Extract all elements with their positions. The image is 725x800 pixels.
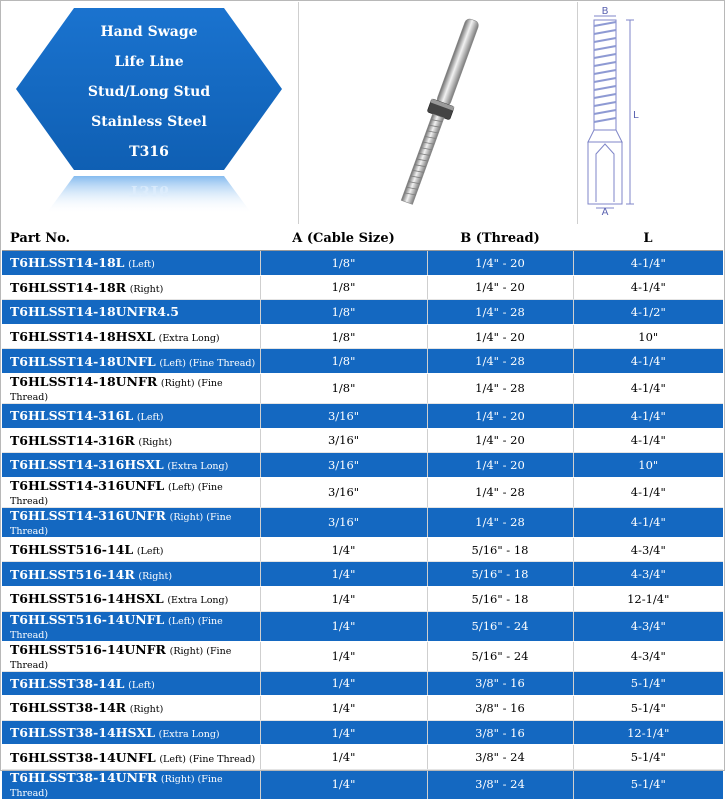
length-cell: 4-3/4" [573, 611, 723, 641]
part-number: T6HLSST14-18R [10, 279, 127, 295]
table-row [2, 428, 723, 453]
cable-size-cell: 1/8" [260, 275, 427, 300]
thread-cell: 1/4" - 20 [427, 403, 573, 428]
thread-cell: 1/4" - 20 [427, 251, 573, 276]
length-cell: 5-1/4" [573, 671, 723, 696]
thread-cell: 5/16" - 24 [427, 611, 573, 641]
length-cell: 5-1/4" [573, 696, 723, 721]
length-cell: 10" [573, 453, 723, 478]
part-number: T6HLSST38-14UNFR [10, 769, 158, 785]
title-line-2: Life Line [114, 54, 184, 70]
table-row [2, 769, 723, 799]
part-note: (Right) [138, 570, 173, 582]
part-number-cell [2, 477, 260, 507]
cable-size-cell: 1/4" [260, 720, 427, 745]
column-header-thread: B (Thread) [427, 227, 573, 251]
length-cell: 12-1/4" [573, 586, 723, 611]
table-row [2, 745, 723, 770]
part-note: (Left) [136, 546, 164, 558]
part-number-cell [2, 586, 260, 611]
part-number: T6HLSST38-14HSXL [10, 725, 155, 741]
length-cell: 4-1/4" [573, 403, 723, 428]
part-number-cell [2, 453, 260, 478]
part-number: T6HLSST14-316R [10, 432, 135, 448]
part-number: T6HLSST516-14HSXL [10, 591, 164, 607]
part-number-cell [2, 373, 260, 403]
part-number-cell [2, 671, 260, 696]
title-badge [2, 2, 296, 224]
thread-cell: 1/4" - 28 [427, 507, 573, 537]
title-line-5: T316 [129, 144, 169, 160]
thread-cell: 1/4" - 28 [427, 349, 573, 374]
table-row [2, 537, 723, 562]
thread-cell: 1/4" - 20 [427, 324, 573, 349]
table-row [2, 300, 723, 325]
thread-cell: 3/8" - 24 [427, 769, 573, 799]
column-header-part-no: Part No. [2, 227, 260, 251]
length-cell: 4-1/4" [573, 373, 723, 403]
dimension-a-label: A [601, 207, 609, 218]
length-cell: 4-1/2" [573, 300, 723, 325]
cable-size-cell: 1/8" [260, 373, 427, 403]
swage-stud-image [299, 2, 577, 224]
parts-spec-table [2, 227, 723, 800]
cable-size-cell: 3/16" [260, 477, 427, 507]
column-header-length: L [573, 227, 723, 251]
part-number: T6HLSST38-14R [10, 700, 127, 716]
length-cell: 4-3/4" [573, 641, 723, 671]
part-number: T6HLSST14-18UNFR4.5 [10, 304, 179, 320]
cable-size-cell: 1/4" [260, 769, 427, 799]
part-note: (Right) (Fine Thread) [10, 773, 223, 799]
part-note: (Left) (Fine Thread) [159, 753, 256, 765]
part-number-cell [2, 251, 260, 276]
cable-size-cell: 1/4" [260, 696, 427, 721]
length-cell: 4-1/4" [573, 507, 723, 537]
cable-size-cell: 1/4" [260, 745, 427, 770]
stud-dimension-drawing [578, 2, 723, 224]
dimension-b-label: B [601, 6, 609, 17]
length-cell: 4-3/4" [573, 537, 723, 562]
thread-cell: 3/8" - 16 [427, 671, 573, 696]
part-note: (Extra Long) [167, 461, 229, 473]
cable-size-cell: 1/8" [260, 300, 427, 325]
part-note: (Right) [129, 283, 164, 295]
part-number-cell [2, 537, 260, 562]
thread-cell: 1/4" - 28 [427, 373, 573, 403]
table-row [2, 641, 723, 671]
cable-size-cell: 3/16" [260, 403, 427, 428]
table-row [2, 611, 723, 641]
table-row [2, 275, 723, 300]
length-cell: 10" [573, 324, 723, 349]
part-number-cell [2, 769, 260, 799]
table-row [2, 696, 723, 721]
title-reflection: T316 [129, 182, 169, 198]
length-cell: 12-1/4" [573, 720, 723, 745]
part-number: T6HLSST38-14L [10, 675, 125, 691]
table-row [2, 453, 723, 478]
part-number: T6HLSST14-316UNFL [10, 477, 165, 493]
thread-cell: 3/8" - 16 [427, 720, 573, 745]
thread-cell: 5/16" - 18 [427, 537, 573, 562]
thread-cell: 5/16" - 18 [427, 586, 573, 611]
part-number: T6HLSST516-14UNFL [10, 611, 165, 627]
length-cell: 5-1/4" [573, 769, 723, 799]
cable-size-cell: 1/4" [260, 562, 427, 587]
title-line-3: Stud/Long Stud [87, 84, 211, 100]
part-note: (Left) [136, 412, 164, 424]
length-cell: 4-1/4" [573, 251, 723, 276]
length-cell: 4-1/4" [573, 349, 723, 374]
cable-size-cell: 1/8" [260, 324, 427, 349]
table-row [2, 562, 723, 587]
length-cell: 4-3/4" [573, 562, 723, 587]
table-row [2, 251, 723, 276]
part-note: (Extra Long) [158, 333, 220, 345]
part-number: T6HLSST516-14L [10, 542, 134, 558]
thread-cell: 3/8" - 24 [427, 745, 573, 770]
title-line-4: Stainless Steel [91, 114, 207, 130]
table-row [2, 373, 723, 403]
cable-size-cell: 1/4" [260, 537, 427, 562]
thread-cell: 3/8" - 16 [427, 696, 573, 721]
column-header-cable-size: A (Cable Size) [260, 227, 427, 251]
part-number-cell [2, 300, 260, 325]
part-number: T6HLSST38-14UNFL [10, 749, 156, 765]
cable-size-cell: 1/8" [260, 349, 427, 374]
part-number: T6HLSST14-316L [10, 408, 134, 424]
product-title [2, 17, 296, 167]
part-note: (Right) (Fine Thread) [10, 645, 232, 671]
cable-size-cell: 3/16" [260, 428, 427, 453]
table-row [2, 477, 723, 507]
cable-size-cell: 1/4" [260, 671, 427, 696]
table-row [2, 586, 723, 611]
part-number-cell [2, 745, 260, 770]
length-cell: 5-1/4" [573, 745, 723, 770]
thread-cell: 5/16" - 18 [427, 562, 573, 587]
thread-cell: 1/4" - 28 [427, 300, 573, 325]
thread-cell: 5/16" - 24 [427, 641, 573, 671]
part-number: T6HLSST516-14R [10, 566, 135, 582]
part-number-cell [2, 611, 260, 641]
part-note: (Left) (Fine Thread) [159, 357, 256, 369]
part-number: T6HLSST14-18UNFL [10, 353, 156, 369]
part-number: T6HLSST14-18L [10, 255, 125, 271]
thread-cell: 1/4" - 20 [427, 453, 573, 478]
part-number: T6HLSST14-316UNFR [10, 507, 166, 523]
length-cell: 4-1/4" [573, 428, 723, 453]
cable-size-cell: 1/8" [260, 251, 427, 276]
part-number-cell [2, 720, 260, 745]
part-number-cell [2, 275, 260, 300]
part-number-cell [2, 324, 260, 349]
table-row [2, 507, 723, 537]
part-note: (Left) (Fine Thread) [10, 481, 223, 507]
part-note: (Right) [129, 704, 164, 716]
part-number: T6HLSST14-18HSXL [10, 329, 155, 345]
part-number-cell [2, 562, 260, 587]
table-header-row [2, 227, 723, 251]
table-row [2, 324, 723, 349]
part-note: (Right) (Fine Thread) [10, 377, 223, 403]
part-number-cell [2, 641, 260, 671]
cable-size-cell: 1/4" [260, 641, 427, 671]
part-note: (Right) (Fine Thread) [10, 511, 232, 537]
part-note: (Left) [128, 679, 155, 691]
table-row [2, 671, 723, 696]
cable-size-cell: 1/4" [260, 586, 427, 611]
part-note: (Extra Long) [158, 729, 220, 741]
cable-size-cell: 3/16" [260, 453, 427, 478]
title-line-1: Hand Swage [100, 24, 198, 40]
part-note: (Right) [138, 436, 173, 448]
part-number: T6HLSST14-18UNFR [10, 373, 158, 389]
part-number: T6HLSST516-14UNFR [10, 641, 166, 657]
table-row [2, 403, 723, 428]
part-number-cell [2, 403, 260, 428]
part-note: (Left) (Fine Thread) [10, 615, 223, 641]
thread-cell: 1/4" - 20 [427, 275, 573, 300]
product-photo [298, 2, 578, 224]
part-number-cell [2, 349, 260, 374]
cable-size-cell: 3/16" [260, 507, 427, 537]
table-row [2, 720, 723, 745]
part-number: T6HLSST14-316HSXL [10, 457, 164, 473]
part-number-cell [2, 696, 260, 721]
product-header [2, 2, 723, 224]
part-number-cell [2, 507, 260, 537]
dimension-l-label: L [633, 110, 639, 121]
thread-cell: 1/4" - 20 [427, 428, 573, 453]
dimension-diagram [578, 2, 723, 224]
table-row [2, 349, 723, 374]
length-cell: 4-1/4" [573, 275, 723, 300]
part-note: (Left) [128, 259, 155, 271]
thread-cell: 1/4" - 28 [427, 477, 573, 507]
cable-size-cell: 1/4" [260, 611, 427, 641]
length-cell: 4-1/4" [573, 477, 723, 507]
part-number-cell [2, 428, 260, 453]
part-note: (Extra Long) [167, 595, 229, 607]
